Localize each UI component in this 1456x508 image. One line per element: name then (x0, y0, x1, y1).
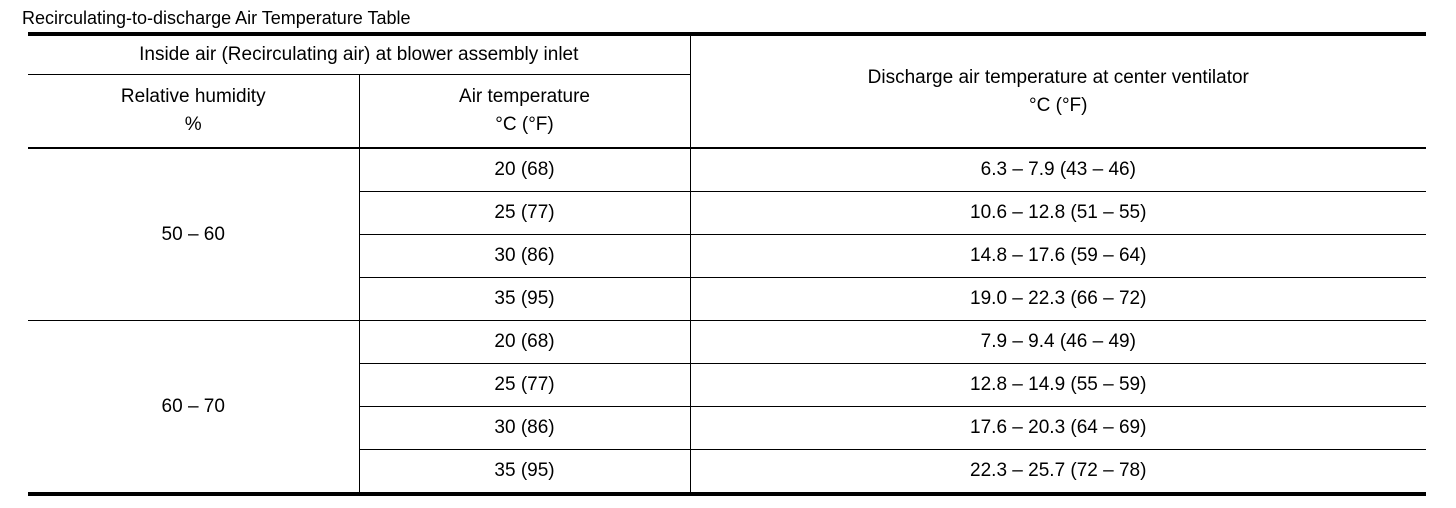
air-temperature-header-unit: °C (°F) (495, 114, 554, 135)
temperature-table (28, 32, 1426, 496)
discharge-cell: 12.8 – 14.9 (55 – 59) (690, 364, 1426, 407)
air-temp-cell: 30 (86) (359, 235, 690, 278)
inside-air-header: Inside air (Recirculating air) at blower assembly inlet (28, 34, 690, 75)
air-temp-cell: 35 (95) (359, 278, 690, 321)
air-temp-cell: 20 (68) (359, 321, 690, 364)
humidity-cell: 50 – 60 (28, 148, 359, 321)
air-temperature-header (359, 75, 690, 149)
air-temp-cell: 25 (77) (359, 364, 690, 407)
discharge-header (690, 34, 1426, 148)
discharge-cell: 14.8 – 17.6 (59 – 64) (690, 235, 1426, 278)
discharge-header-label: Discharge air temperature at center ventilator (867, 66, 1249, 88)
table-row (28, 148, 1426, 192)
air-temp-cell: 35 (95) (359, 450, 690, 495)
discharge-cell: 19.0 – 22.3 (66 – 72) (690, 278, 1426, 321)
air-temp-cell: 30 (86) (359, 407, 690, 450)
table-caption: Recirculating-to-discharge Air Temperature Table (22, 8, 411, 28)
discharge-cell: 22.3 – 25.7 (72 – 78) (690, 450, 1426, 495)
discharge-cell: 7.9 – 9.4 (46 – 49) (690, 321, 1426, 364)
humidity-header-unit: % (184, 114, 202, 135)
air-temp-cell: 25 (77) (359, 192, 690, 235)
humidity-cell: 60 – 70 (28, 321, 359, 495)
humidity-header-label: Relative humidity (120, 86, 266, 107)
discharge-header-unit: °C (°F) (1029, 94, 1088, 116)
air-temp-cell: 20 (68) (359, 148, 690, 192)
humidity-header (28, 75, 359, 149)
discharge-cell: 10.6 – 12.8 (51 – 55) (690, 192, 1426, 235)
discharge-cell: 17.6 – 20.3 (64 – 69) (690, 407, 1426, 450)
discharge-cell: 6.3 – 7.9 (43 – 46) (690, 148, 1426, 192)
table-row (28, 321, 1426, 364)
air-temperature-header-label: Air temperature (459, 86, 590, 107)
